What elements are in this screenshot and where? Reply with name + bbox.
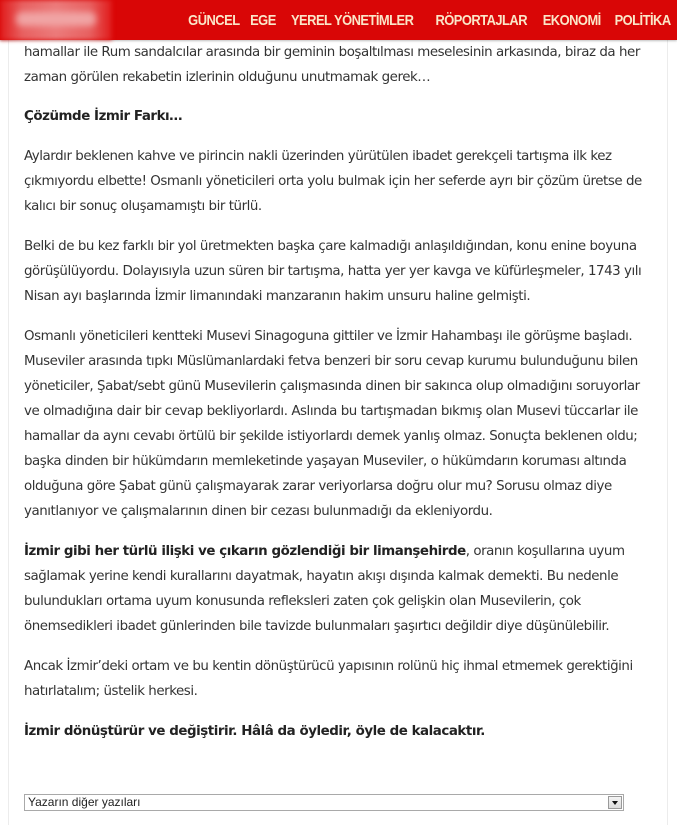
- article-subheading: Çözümde İzmir Farkı…: [24, 109, 183, 124]
- article-paragraph: Osmanlı yöneticileri kentteki Musevi Sinagoguna gittiler ve İzmir Hahambaşı ile görüşme başladı. Museviler arasında tıpkı Müslümanlardaki fetva benzeri bir soru cevap kurumu bulunduğunu bilen yöneticiler, Şabat/sebt günü Musevilerin çalışmasında dinen bir sakınca olup olmadığını soruyorlar ve olmadığına dair bir cevap bekliyorlardı. Aslında bu tartışmadan bıkmış olan Musevi tüccarlar ile hamallar da aynı cevabı örtülü bir şekilde istiyorlardı demek yanlış olmaz. Sonuçta beklenen oldu; başka dinden bir hükümdarın memleketinde yaşayan Museviler, o hükümdarın koruması altında olduğuna göre Şabat günü çalışmayarak zarar veriyorlarsa doğru olur mu? Sorusu olmaz diye yanıtlanıyor ve çalışmalarının dinen bir cezası bulunmadığı da ekleniyordu.: [24, 329, 640, 519]
- chevron-down-icon[interactable]: [608, 796, 622, 809]
- nav-yerel-yonetimler[interactable]: YEREL YÖNETİMLER: [291, 11, 414, 29]
- article-closing: İzmir dönüştürür ve değiştirir. Hâlâ da öyledir, öyle de kalacaktır.: [24, 724, 485, 739]
- article-paragraph: Ancak İzmir’deki ortam ve bu kentin dönüştürücü yapısının rolünü hiç ihmal etmemek gerektiğini hatırlatalım; üstelik herkesi.: [24, 659, 633, 699]
- site-header: [0, 0, 677, 40]
- nav-roportajlar[interactable]: RÖPORTAJLAR: [435, 11, 527, 29]
- bold-phrase: İzmir gibi her türlü ilişki ve çıkarın gözlendiği bir limanşehirde: [24, 544, 466, 559]
- article-paragraph: [24, 539, 654, 639]
- site-logo[interactable]: [0, 0, 112, 40]
- nav-guncel[interactable]: GÜNCEL: [188, 11, 240, 29]
- article-paragraph: Aylardır beklenen kahve ve pirincin nakli üzerinden yürütülen ibadet gerekçeli tartışma ilk kez çıkmıyordu elbette! Osmanlı yöneticileri orta yolu bulmak için her seferde ayrı bir çözüm üretse de kalıcı bir sonuç oluşamamıştı bir türlü.: [24, 149, 642, 214]
- nav-politika[interactable]: POLİTİKA: [614, 11, 671, 29]
- main-nav: [190, 0, 669, 40]
- article-paragraph: hamallar ile Rum sandalcılar arasında bir geminin boşaltılması meselesinin arkasında, biraz da her zaman görülen rekabetin izlerinin olduğunu unutmamak gerek…: [24, 45, 640, 85]
- paragraph-text: , oranın koşullarına uyum sağlamak yerine kendi kurallarını dayatmak, hayatın akışı dışında kalmak demekti. Bu nedenle bulundukları ortama uyum konusunda refleksleri zaten çok gelişkin olan Musevilerin, çok önemsedikleri ibadet günlerinden bile tavizde bulunmaları şaşırtıcı değildir diye düşünülebilir.: [24, 544, 625, 634]
- select-value: Yazarın diğer yazıları: [28, 795, 141, 809]
- other-posts-select[interactable]: [24, 794, 624, 811]
- article-paragraph: Belki de bu kez farklı bir yol üretmekten başka çare kalmadığı anlaşıldığından, konu enine boyuna görüşülüyordu. Dolayısıyla uzun süren bir tartışma, hatta yer yer kavga ve küfürleşmeler, 1743 yılı Nisan ayı başlarında İzmir limanındaki manzaranın hakim unsuru haline gelmişti.: [24, 239, 642, 304]
- nav-ege[interactable]: EGE: [249, 11, 276, 29]
- nav-ekonomi[interactable]: EKONOMİ: [543, 11, 602, 29]
- article-body: [24, 40, 654, 759]
